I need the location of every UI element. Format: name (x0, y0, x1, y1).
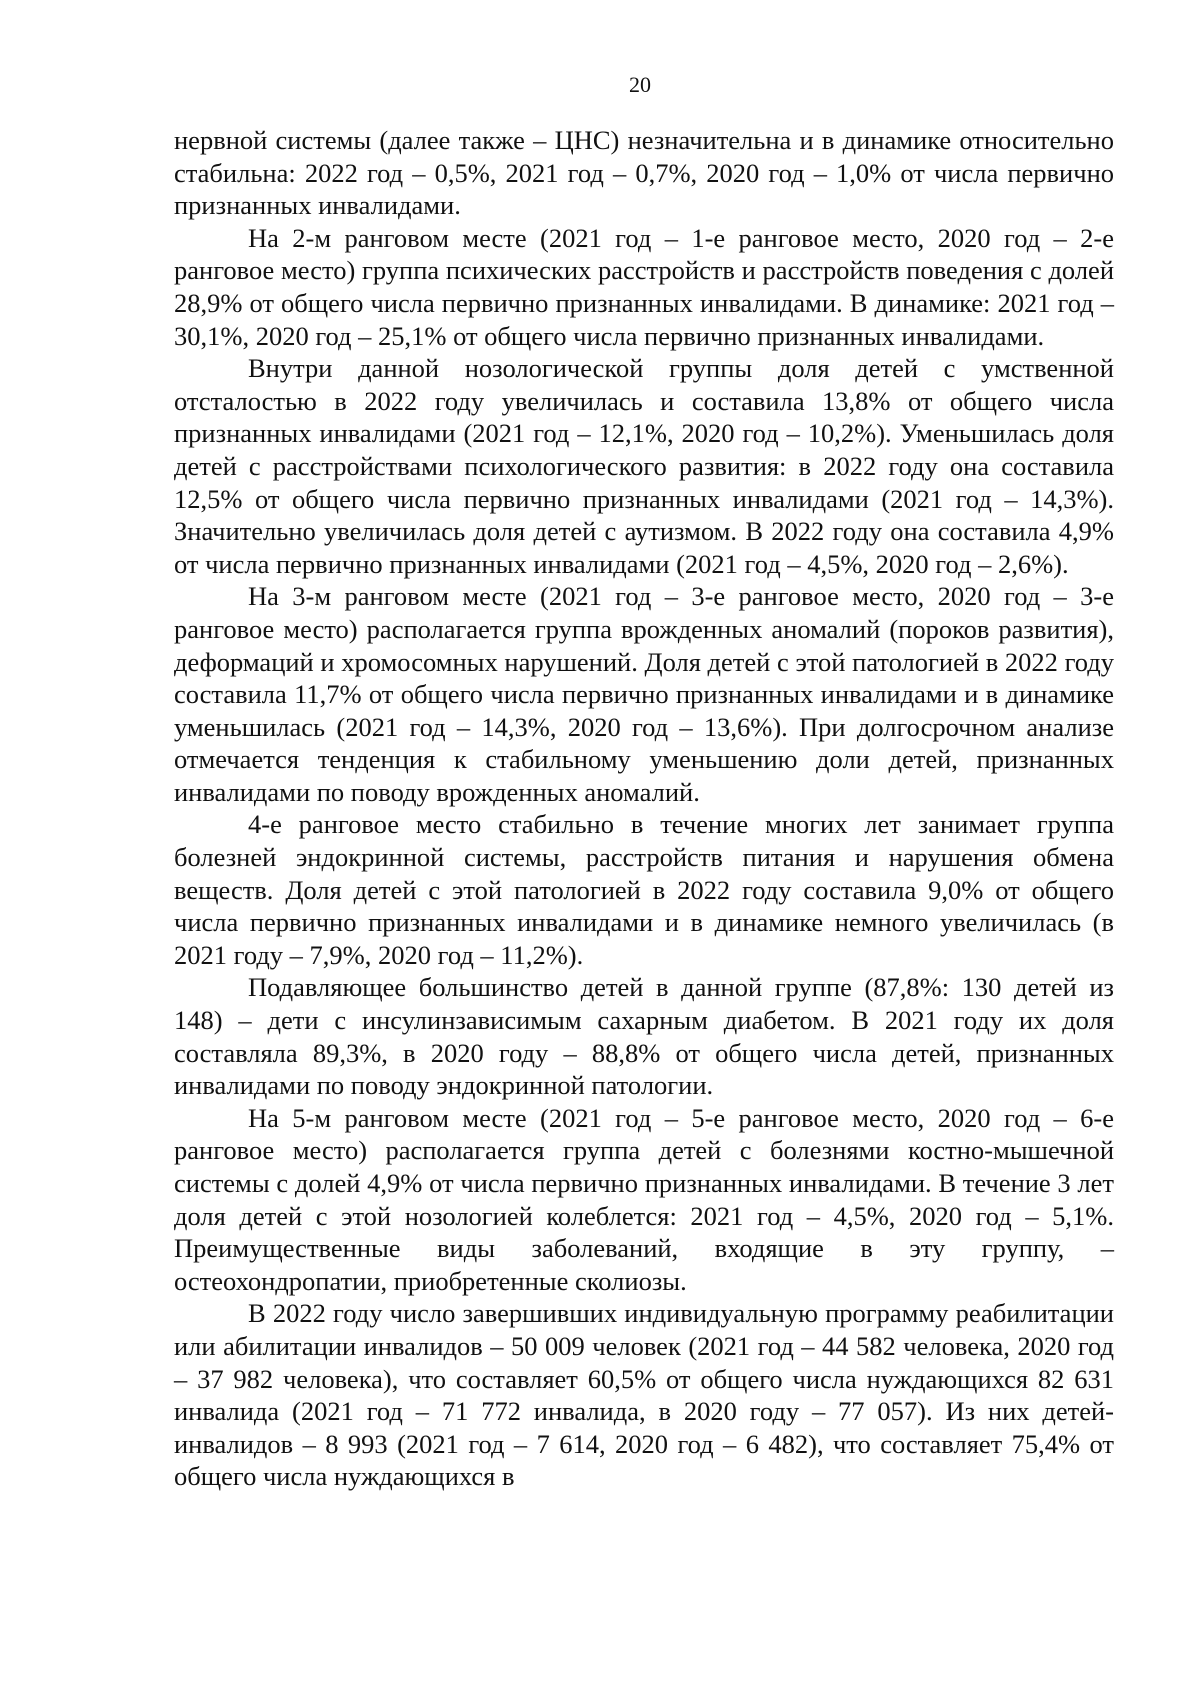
paragraph-diabetes: Подавляющее большинство детей в данной группе (87,8%: 130 детей из 148) – дети с инсулинзависимым сахарным диабетом. В 2021 году их доля составляла 89,3%, в 2020 году – 88,8% от общего числа детей, признанных инвалидами по поводу эндокринной патологии. (174, 972, 1114, 1101)
body-text (174, 124, 1114, 1493)
paragraph-rank-3: На 3-м ранговом месте (2021 год – 3-е ранговое место, 2020 год – 3-е ранговое место) располагается группа врожденных аномалий (пороков развития), деформаций и хромосомных нарушений. Доля детей с этой патологией в 2022 году составила 11,7% от общего числа первично признанных инвалидами и в динамике уменьшилась (2021 год – 14,3%, 2020 год – 13,6%). При долгосрочном анализе отмечается тенденция к стабильному уменьшению доли детей, признанных инвалидами по поводу врожденных аномалий. (174, 581, 1114, 807)
paragraph-rank-4: 4-е ранговое место стабильно в течение многих лет занимает группа болезней эндокринной системы, расстройств питания и нарушения обмена веществ. Доля детей с этой патологией в 2022 году составила 9,0% от общего числа первично признанных инвалидами и в динамике немного увеличилась (в 2021 году – 7,9%, 2020 год – 11,2%). (174, 809, 1114, 970)
paragraph-rehabilitation: В 2022 году число завершивших индивидуальную программу реабилитации или абилитации инвалидов – 50 009 человек (2021 год – 44 582 человека, 2020 год – 37 982 человека), что составляет 60,5% от общего числа нуждающихся 82 631 инвалида (2021 год – 71 772 инвалида, в 2020 году – 77 057). Из них детей-инвалидов – 8 993 (2021 год – 7 614, 2020 год – 6 482), что составляет 75,4% от общего числа нуждающихся в (174, 1298, 1114, 1492)
page-number: 20 (629, 72, 651, 97)
paragraph-rank-5: На 5-м ранговом месте (2021 год – 5-е ранговое место, 2020 год – 6-е ранговое место) располагается группа детей с болезнями костно-мышечной системы с долей 4,9% от числа первично признанных инвалидами. В течение 3 лет доля детей с этой нозологией колеблется: 2021 год – 4,5%, 2020 год – 5,1%. Преимущественные виды заболеваний, входящие в эту группу, – остеохондропатии, приобретенные сколиозы. (174, 1102, 1114, 1296)
paragraph-mental-retardation: Внутри данной нозологической группы доля детей с умственной отсталостью в 2022 году увеличилась и составила 13,8% от общего числа признанных инвалидами (2021 год – 12,1%, 2020 год – 10,2%). Уменьшилась доля детей с расстройствами психологического развития: в 2022 году она составила 12,5% от общего числа первично признанных инвалидами (2021 год – 14,3%). Значительно увеличилась доля детей с аутизмом. В 2022 году она составила 4,9% от числа первично признанных инвалидами (2021 год – 4,5%, 2020 год – 2,6%). (174, 353, 1114, 579)
paragraph-rank-2: На 2-м ранговом месте (2021 год – 1-е ранговое место, 2020 год – 2-е ранговое место) группа психических расстройств и расстройств поведения с долей 28,9% от общего числа первично признанных инвалидами. В динамике: 2021 год – 30,1%, 2020 год – 25,1% от общего числа первично признанных инвалидами. (174, 222, 1114, 351)
paragraph-cns-continuation: нервной системы (далее также – ЦНС) незначительна и в динамике относительно стабильна: 2022 год – 0,5%, 2021 год – 0,7%, 2020 год – 1,0% от числа первично признанных инвалидами. (174, 125, 1114, 221)
